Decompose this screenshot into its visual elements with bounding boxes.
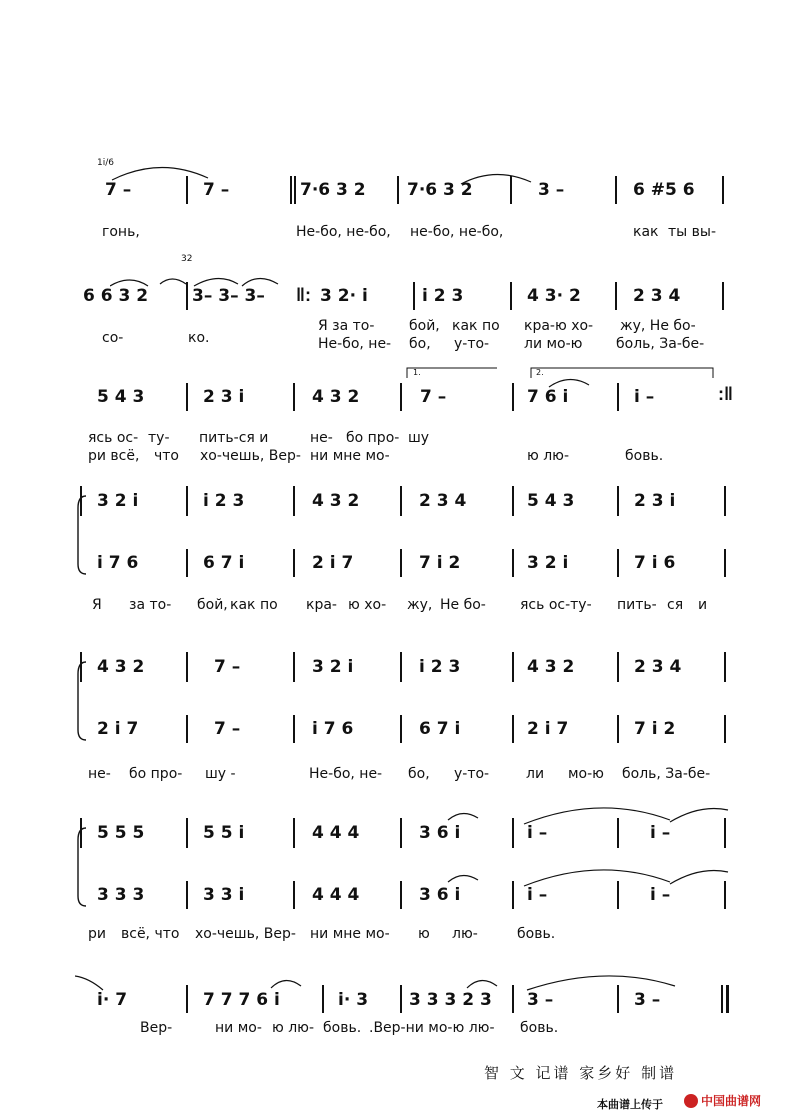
lyric: ту- [148,430,170,446]
bar-line [400,652,402,682]
lyric: как [633,224,659,240]
lyric: не-бо, не-бо, [410,224,504,240]
bar-line [80,818,82,848]
lyric: хо-чешь, Вер- [200,448,301,464]
lyric: всё, что [121,926,180,942]
lyric: Не-бо, не-бо, [296,224,391,240]
lyric: Я за то- [318,318,375,334]
note-group: i – [650,885,671,905]
note-group: i – [527,823,548,843]
lyric: Не-бо, не- [309,766,383,782]
lyric: боль, За-бе- [622,766,711,782]
lyric: лю- [452,926,478,942]
lyric: ю хо- [348,597,387,613]
bar-line [724,549,726,577]
note-group: 3 3 3 [97,885,145,905]
bar-line [413,282,415,310]
lyric: шу - [205,766,236,782]
lyric: бовь. [517,926,556,942]
lyric: ты вы- [668,224,717,240]
lyric: бо, [409,336,431,352]
bar-line [617,715,619,743]
lyric: за то- [129,597,172,613]
note-group: i – [527,885,548,905]
note-group: i· 7 [97,990,128,1010]
note-group: i 2 3 [419,657,461,677]
note-group: 2 3 i [634,491,676,511]
note-group: 2 3 4 [634,657,682,677]
bar-line [615,176,617,204]
note-group: i 7 6 [97,553,139,573]
lyric: Я [92,597,102,613]
lyric: как по [452,318,500,334]
slurs [440,800,730,826]
lyric: Не бо- [440,597,486,613]
bar-line [293,652,295,682]
repeat-start: ‖: [296,285,311,305]
note-group: 6 7 i [419,719,461,739]
lyric: бо про- [346,430,400,446]
lyric: Вер- [140,1020,173,1036]
lyric: ю [418,926,430,942]
note-group: 5 5 i [203,823,245,843]
slur [545,373,595,389]
note-group: 2 i 7 [312,553,354,573]
bar-line [400,818,402,848]
lyric: ни мне мо- [310,926,390,942]
note-group: 3 – [634,990,661,1010]
lyric: боль, За-бе- [616,336,705,352]
note-group: 7·6 3 2 [407,180,473,200]
slurs [110,268,310,290]
note-group: 7 6 i [527,387,569,407]
note-group: 5 5 5 [97,823,145,843]
bar-line [186,818,188,848]
lyric: ри всё, [88,448,140,464]
note-group: 7 7 7 6 i [203,990,280,1010]
grace-note: 32 [181,254,193,264]
bar-line [724,715,726,743]
bar-line [80,486,82,516]
note-group: 3 2 i [97,491,139,511]
bar-line [400,383,402,411]
note-group: 3 3 i [203,885,245,905]
note-group: 2 3 4 [419,491,467,511]
credits: 智 文 记谱 家乡好 制谱 [484,1064,678,1082]
bar-line [290,176,292,204]
bar-line [724,486,726,516]
bar-line [293,549,295,577]
note-group: 7 i 6 [634,553,676,573]
note-group: i – [650,823,671,843]
bar-line [400,549,402,577]
bar-line [400,881,402,909]
note-group: 7 i 2 [419,553,461,573]
note-group: 5 4 3 [527,491,575,511]
note-group: 4 3 2 [312,387,360,407]
bar-line [293,818,295,848]
note-group: 3 2 i [312,657,354,677]
lyric: .Вер-ни мо-ю лю- [369,1020,495,1036]
lyric: мо-ю [568,766,604,782]
lyric: не- [310,430,333,446]
note-group: i 2 3 [422,286,464,306]
lyric: хо-чешь, Вер- [195,926,296,942]
lyric: жу, Не бо- [620,318,696,334]
note-group: 7·6 3 2 [300,180,366,200]
bar-line [186,652,188,682]
bar-line [400,715,402,743]
note-group: 7 – [420,387,447,407]
grace-note: 1i/6 [97,158,114,168]
note-group: 4 4 4 [312,885,360,905]
note-group: 3 6 i [419,823,461,843]
site-logo[interactable] [684,1092,761,1109]
lyric: бовь. [625,448,664,464]
bar-line [512,383,514,411]
note-group: 4 3 2 [312,491,360,511]
bar-line [617,383,619,411]
footer [597,1095,663,1113]
note-group: 4 3 2 [97,657,145,677]
note-group: i – [634,387,655,407]
note-group: 3 2· i [320,286,368,306]
lyric: не- [88,766,111,782]
lyric: кра- [306,597,337,613]
lyric: и [698,597,708,613]
lyric: бой, [409,318,440,334]
lyric: ю лю- [272,1020,315,1036]
slurs [75,968,735,994]
lyric: пить-ся и [199,430,269,446]
bar-line [722,282,724,310]
note-group: 3 6 i [419,885,461,905]
note-group: 3 3 3 2 3 [409,990,492,1010]
lyric: ко. [188,330,210,346]
bar-line [186,486,188,516]
bar-line [617,486,619,516]
bar-line [512,715,514,743]
bar-line [294,176,296,204]
note-group: 7 – [203,180,230,200]
slurs [440,862,730,888]
lyric: кра-ю хо- [524,318,594,334]
lyric: у-то- [454,336,490,352]
lyric: ри [88,926,106,942]
note-group: 3 – [527,990,554,1010]
lyric: ни мо- [215,1020,262,1036]
lyric: жу, [407,597,433,613]
note-group: 6 #5 6 [633,180,695,200]
lyric: пить- [617,597,657,613]
slur [100,160,220,184]
lyric: ясь ос-ту- [520,597,592,613]
lyric: бо, [408,766,430,782]
bar-line [617,652,619,682]
note-group: 7 – [214,657,241,677]
note-group: 2 i 7 [527,719,569,739]
bar-line [186,715,188,743]
bar-line [724,652,726,682]
lyric: что [154,448,179,464]
note-group: 3 – [538,180,565,200]
lyric: ясь ос- [88,430,139,446]
note-group: i· 3 [338,990,369,1010]
note-group: 6 7 i [203,553,245,573]
footer-text: 本曲谱上传于 [597,1098,663,1111]
note-group: 4 3· 2 [527,286,581,306]
bar-line [186,881,188,909]
lyric: со- [102,330,124,346]
bar-line [512,486,514,516]
bar-line [186,383,188,411]
lyric: Не-бо, не- [318,336,392,352]
lyric: бо про- [129,766,183,782]
lyric: ни мне мо- [310,448,390,464]
lyric: ли мо-ю [524,336,583,352]
lyric: ю лю- [527,448,570,464]
lyric: гонь, [102,224,140,240]
bar-line [512,549,514,577]
lyric: бовь. [323,1020,362,1036]
note-group: 4 4 4 [312,823,360,843]
bar-line [512,652,514,682]
lyric: ли [526,766,545,782]
lyric: как по [230,597,278,613]
note-group: 3– 3– 3– [192,286,265,306]
slur [455,168,535,186]
note-group: 6 6 3 2 [83,286,149,306]
lyric: у-то- [454,766,490,782]
bar-line [293,881,295,909]
lyric: бовь. [520,1020,559,1036]
note-group: 3 2 i [527,553,569,573]
note-group: 7 – [214,719,241,739]
note-group: 7 i 2 [634,719,676,739]
note-group: 2 3 4 [633,286,681,306]
note-group: i 2 3 [203,491,245,511]
note-group: 7 – [105,180,132,200]
volta-1-label: 1. [413,368,421,377]
lyric: ся [667,597,684,613]
logo-text: 中国曲谱网 [701,1094,762,1108]
bar-line [80,652,82,682]
note-group: 2 i 7 [97,719,139,739]
note-group: 5 4 3 [97,387,145,407]
note-group: 4 3 2 [527,657,575,677]
bar-line [400,486,402,516]
repeat-end: :‖ [718,384,733,404]
bar-line [397,176,399,204]
bar-line [617,549,619,577]
logo-icon [684,1094,698,1108]
bar-line [293,486,295,516]
bar-line [293,715,295,743]
lyric: шу [408,430,430,446]
bar-line [510,282,512,310]
bar-line [186,549,188,577]
bar-line [615,282,617,310]
bar-line [293,383,295,411]
bar-line [722,176,724,204]
note-group: 2 3 i [203,387,245,407]
note-group: i 7 6 [312,719,354,739]
lyric: бой, [197,597,228,613]
volta-2-label: 2. [536,368,544,377]
